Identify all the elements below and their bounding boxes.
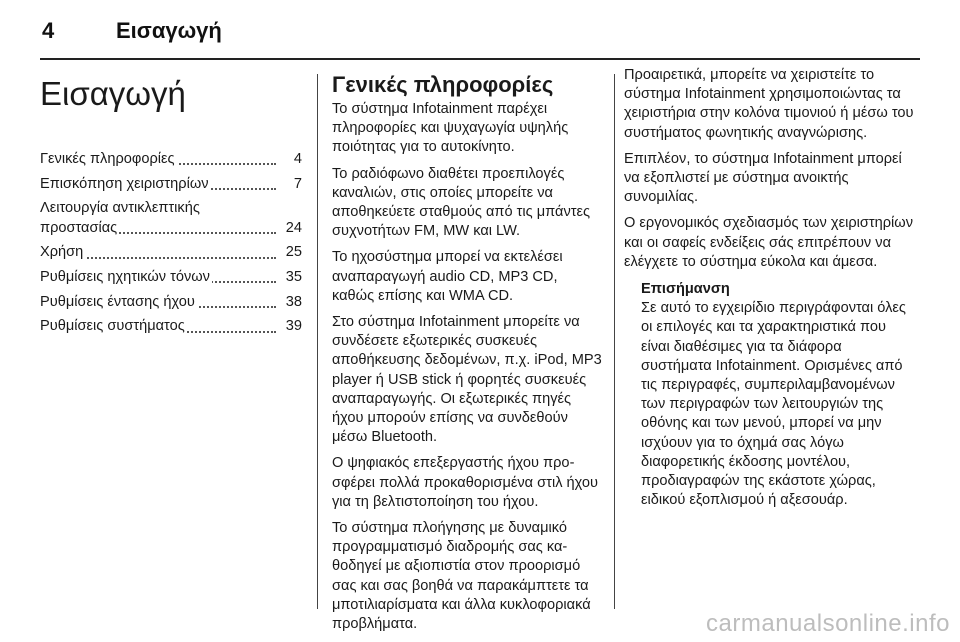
subsection-title: Γενικές πληροφορίες — [332, 72, 554, 97]
toc-item-tone-settings[interactable] — [40, 268, 302, 287]
general-info-column — [332, 66, 602, 641]
text-column-right — [624, 66, 914, 510]
toc-item-label: Λειτουργία αντικλεπτικής προστασίας — [40, 200, 200, 236]
note-box — [624, 280, 914, 510]
toc-item-page: 7 — [291, 175, 302, 194]
paragraph: Προαιρετικά, μπορείτε να χειριστείτε το σύστημα Infotainment χρησιμοποιώντας τα χειριστήρια στην κολόνα τιμονιού ή μέσω του συστήματος φωνητικής αναγνώρισης. — [624, 67, 914, 141]
toc-item-controls-overview[interactable] — [40, 175, 302, 194]
page-number: 4 — [42, 18, 55, 43]
toc-item-label: Ρυθμίσεις ηχητικών τόνων — [40, 269, 210, 286]
toc-item-page: 4 — [291, 150, 302, 169]
paragraph: Το σύστημα πλοήγησης με δυναμικό προγραμματισμό διαδρομής σας καθοδηγεί με αξιοπιστία στον προορισμό σας και σας βοηθά να παρακάμπτετε τα μποτιλιαρίσματα και άλλα κυκλοφοριακά προβλήματα. — [332, 520, 591, 633]
toc-item-label: Γενικές πληροφορίες — [40, 151, 175, 167]
toc-item-page: 38 — [283, 293, 302, 312]
toc-item-volume-settings[interactable] — [40, 293, 302, 312]
column-divider — [317, 74, 318, 609]
paragraph: Επιπλέον, το σύστημα Infotainment μπορεί να εξοπλιστεί με σύστημα ανοικτής συνομιλίας. — [624, 150, 902, 206]
table-of-contents — [40, 150, 302, 337]
toc-item-label: Ρυθμίσεις έντασης ήχου — [40, 293, 195, 310]
toc-column — [40, 66, 302, 342]
toc-item-general-info[interactable] — [40, 150, 302, 169]
toc-item-usage[interactable] — [40, 243, 302, 262]
paragraph: Στο σύστημα Infotainment μπορείτε να συνδέσετε εξωτερικές συσκευές αποθήκευσης δεδομένων, π.χ. iPod, MP3 player ή USB stick ή φορητές συσκευές αναπαραγωγής. Οι εξωτερικές πηγές ήχου μπορούν επίσης να συνδεθούν μέσω Bluetooth. — [332, 314, 602, 446]
toc-item-page: 25 — [283, 243, 302, 262]
page-header — [40, 16, 920, 56]
column-divider — [614, 74, 615, 609]
toc-item-label: Επισκόπηση χειριστηρίων — [40, 175, 209, 192]
toc-item-label: Χρήση — [40, 244, 84, 261]
paragraph: Το ηχοσύστημα μπορεί να εκτελέσει αναπαραγωγή audio CD, MP3 CD, καθώς επίσης και WMA CD. — [332, 249, 563, 304]
toc-item-theft-protection[interactable] — [40, 199, 302, 237]
header-divider — [40, 58, 920, 60]
toc-item-system-settings[interactable] — [40, 317, 302, 336]
note-text: Σε αυτό το εγχειρίδιο περιγράφονται όλες οι επιλογές και τα χαρακτηριστικά που είναι διαθέσιμες για τα διάφορα συστήματα Infotainment. Ορισμένες από τις περιγραφές, συμπεριλαμβανομένων των περιγραφών των λειτουργιών της οθόνης και των μενού, μπορεί να μην ισχύουν για το όχημά σας λόγω διαφορετικής έκδοσης μοντέλου, προδιαγραφών της εκάστοτε χώρας, ειδικού εξοπλισμού ή αξεσουάρ. — [641, 300, 906, 509]
section-title: Εισαγωγή — [40, 75, 186, 112]
toc-item-page: 39 — [283, 317, 302, 336]
watermark: carmanualsonline.info — [706, 610, 950, 637]
toc-item-page: 24 — [283, 219, 302, 238]
paragraph: Ο ψηφιακός επεξεργαστής ήχου προσφέρει πολλά προκαθορισμένα στιλ ήχου για τη βελτιστοποίηση του ήχου. — [332, 455, 599, 510]
note-title: Επισήμανση — [641, 281, 730, 298]
chapter-title: Εισαγωγή — [116, 18, 222, 43]
toc-item-page: 35 — [283, 268, 302, 287]
paragraph: Το σύστημα Infotainment παρέχει πληροφορίες και ψυχαγωγία υψηλής ποιότητας για το αυτοκίνητο. — [332, 101, 569, 156]
paragraph: Το ραδιόφωνο διαθέτει προεπιλογές καναλιών, στις οποίες μπορείτε να αποθηκεύετε σταθμούς από τις μπάντες συχνοτήτων FM, MW και LW. — [332, 165, 591, 240]
paragraph: Ο εργονομικός σχεδιασμός των χειριστηρίων και οι σαφείς ενδείξεις σάς επιτρέπουν να ελέγχετε το σύστημα εύκολα και άμεσα. — [624, 215, 913, 270]
toc-item-label: Ρυθμίσεις συστήματος — [40, 318, 185, 335]
